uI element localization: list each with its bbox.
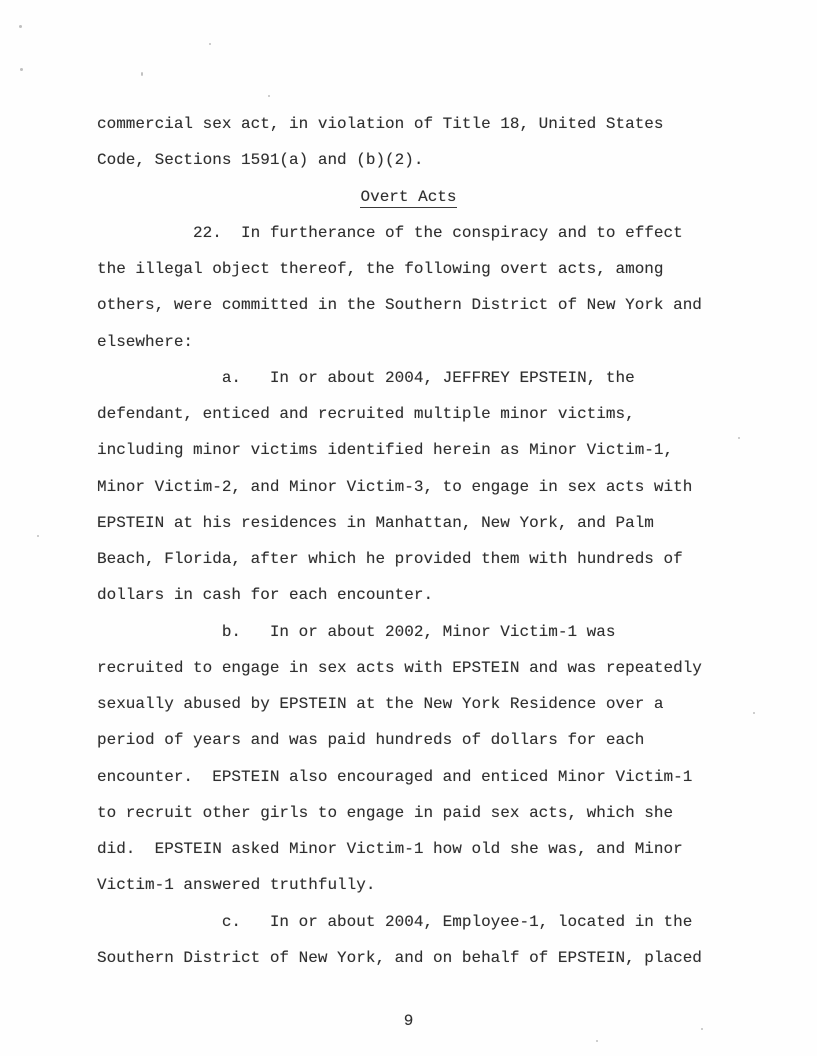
body-line: a. In or about 2004, JEFFREY EPSTEIN, the	[97, 368, 635, 387]
body-line: Southern District of New York, and on behalf of EPSTEIN, placed	[97, 948, 702, 967]
body-line: elsewhere:	[97, 332, 194, 351]
body-line: Victim-1 answered truthfully.	[97, 876, 376, 895]
scan-speck	[701, 1028, 703, 1030]
body-line: recruited to engage in sex acts with EPSTEIN and was repeatedly	[97, 658, 702, 677]
page-number: 9	[403, 1012, 414, 1030]
body-line: Beach, Florida, after which he provided them with hundreds of	[97, 550, 683, 568]
body-line: c. In or about 2004, Employee-1, located in the	[97, 912, 693, 931]
body-line: the illegal object thereof, the following overt acts, among	[97, 260, 664, 278]
scan-speck	[753, 712, 755, 714]
body-line: period of years and was paid hundreds of dollars for each	[97, 731, 645, 750]
scan-speck	[596, 1040, 598, 1042]
body-line: did. EPSTEIN asked Minor Victim-1 how old she was, and Minor	[97, 840, 683, 858]
body-line: commercial sex act, in violation of Title 18, United States	[97, 115, 664, 133]
body-line: sexually abused by EPSTEIN at the New York Residence over a	[97, 695, 664, 713]
body-line: 22. In furtherance of the conspiracy and to effect	[97, 223, 683, 242]
body-line: dollars in cash for each encounter.	[97, 586, 434, 605]
scan-speck	[19, 25, 22, 28]
scan-speck	[37, 535, 39, 537]
scan-speck	[141, 72, 143, 76]
scan-speck	[209, 43, 211, 45]
body-line: defendant, enticed and recruited multiple minor victims,	[97, 405, 635, 423]
document-body	[97, 106, 817, 976]
body-line: b. In or about 2002, Minor Victim-1 was	[97, 622, 616, 641]
scan-speck	[268, 95, 270, 97]
section-heading	[0, 179, 817, 215]
scan-speck	[738, 437, 740, 439]
body-line: Minor Victim-2, and Minor Victim-3, to engage in sex acts with	[97, 477, 693, 496]
body-line: including minor victims identified herein as Minor Victim-1,	[97, 441, 674, 460]
body-line: EPSTEIN at his residences in Manhattan, New York, and Palm	[97, 513, 654, 532]
scan-speck	[20, 68, 23, 71]
body-line: to recruit other girls to engage in paid sex acts, which she	[97, 803, 674, 822]
body-line: others, were committed in the Southern District of New York and	[97, 296, 702, 315]
body-line: encounter. EPSTEIN also encouraged and enticed Minor Victim-1	[97, 767, 693, 786]
body-line: Code, Sections 1591(a) and (b)(2).	[97, 151, 424, 170]
section-heading-text: Overt Acts	[360, 187, 457, 206]
